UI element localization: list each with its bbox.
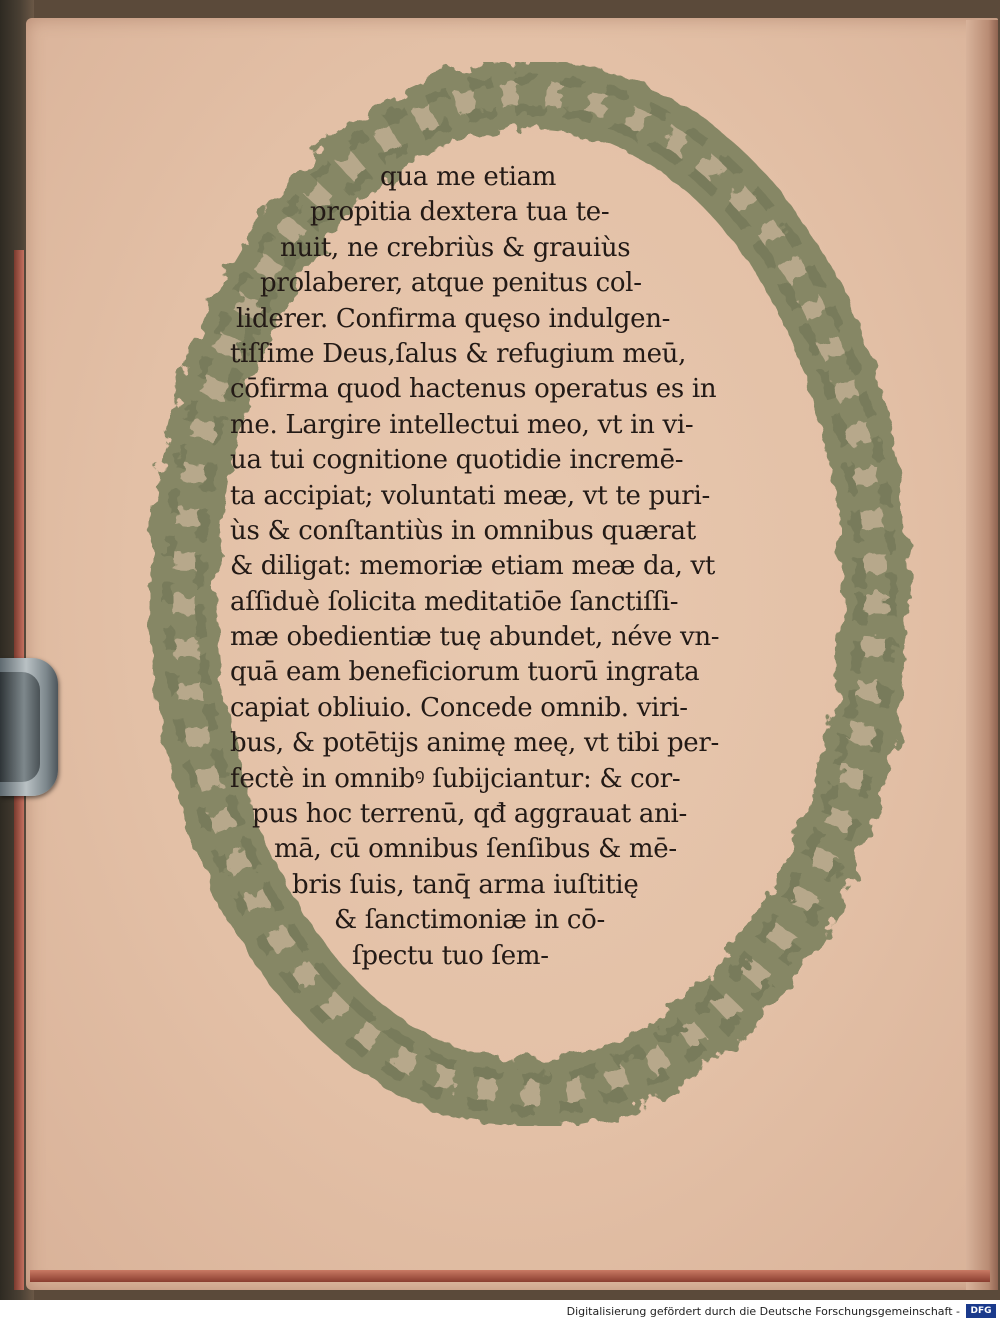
- text-line: cōfirma quod hactenus operatus es in: [230, 374, 717, 405]
- text-line: me. Largire intellectui meo, vt in vi-: [230, 409, 694, 440]
- text-line: & diligat: memoriæ etiam meæ da, vt: [230, 551, 716, 582]
- text-line: ta accipiat; voluntati meæ, vt te puri-: [230, 480, 710, 511]
- text-line: qua me etiam: [380, 162, 557, 192]
- footer-bar: [0, 1300, 1000, 1322]
- text-line: pus hoc terrenū, qđ aggrauat ani-: [252, 799, 687, 830]
- text-line: fectè in omnibꝰ ſubijciantur: & cor-: [230, 763, 681, 794]
- text-line: propitia dextera tua te-: [310, 197, 610, 228]
- page-edge-bottom: [30, 1270, 990, 1282]
- text-line: bus, & potētijs animę meę, vt tibi per-: [230, 728, 719, 759]
- text-line: tiſſime Deus,ſalus & refugium meū,: [230, 338, 687, 369]
- page-edge-right: [966, 20, 998, 1290]
- text-line: prolaberer, atque penitus col-: [260, 268, 642, 299]
- text-line: quā eam beneficiorum tuorū ingrata: [230, 657, 700, 688]
- text-line: capiat obliuio. Concede omnib. viri-: [230, 692, 688, 723]
- funding-credit: Digitalisierung gefördert durch die Deutsche Forschungsgemeinschaft -: [566, 1305, 960, 1318]
- text-line: mæ obedientiæ tuę abundet, néve vn-: [230, 622, 720, 653]
- text-line: aſſiduè ſolicita meditatiōe ſanctiſſi-: [230, 586, 679, 617]
- text-line: & ſanctimoniæ in cō-: [334, 905, 605, 936]
- text-line: mā, cū omnibus ſenſibus & mē-: [274, 834, 677, 865]
- dfg-logo: DFG: [966, 1304, 996, 1318]
- text-line: ſpectu tuo ſem-: [352, 940, 549, 971]
- metal-clasp-inner: [0, 672, 40, 782]
- text-line: bris ſuis, tanq̄ arma iuſtitię: [292, 869, 639, 900]
- text-line: nuit, ne crebriùs & grauiùs: [280, 232, 631, 263]
- text-line: ùs & conſtantiùs in omnibus quærat: [230, 515, 696, 546]
- text-line: ua tui cognitione quotidie incremē-: [230, 445, 684, 476]
- text-line: liderer. Confirma quęso indulgen-: [236, 303, 671, 334]
- prayer-text: [230, 160, 830, 974]
